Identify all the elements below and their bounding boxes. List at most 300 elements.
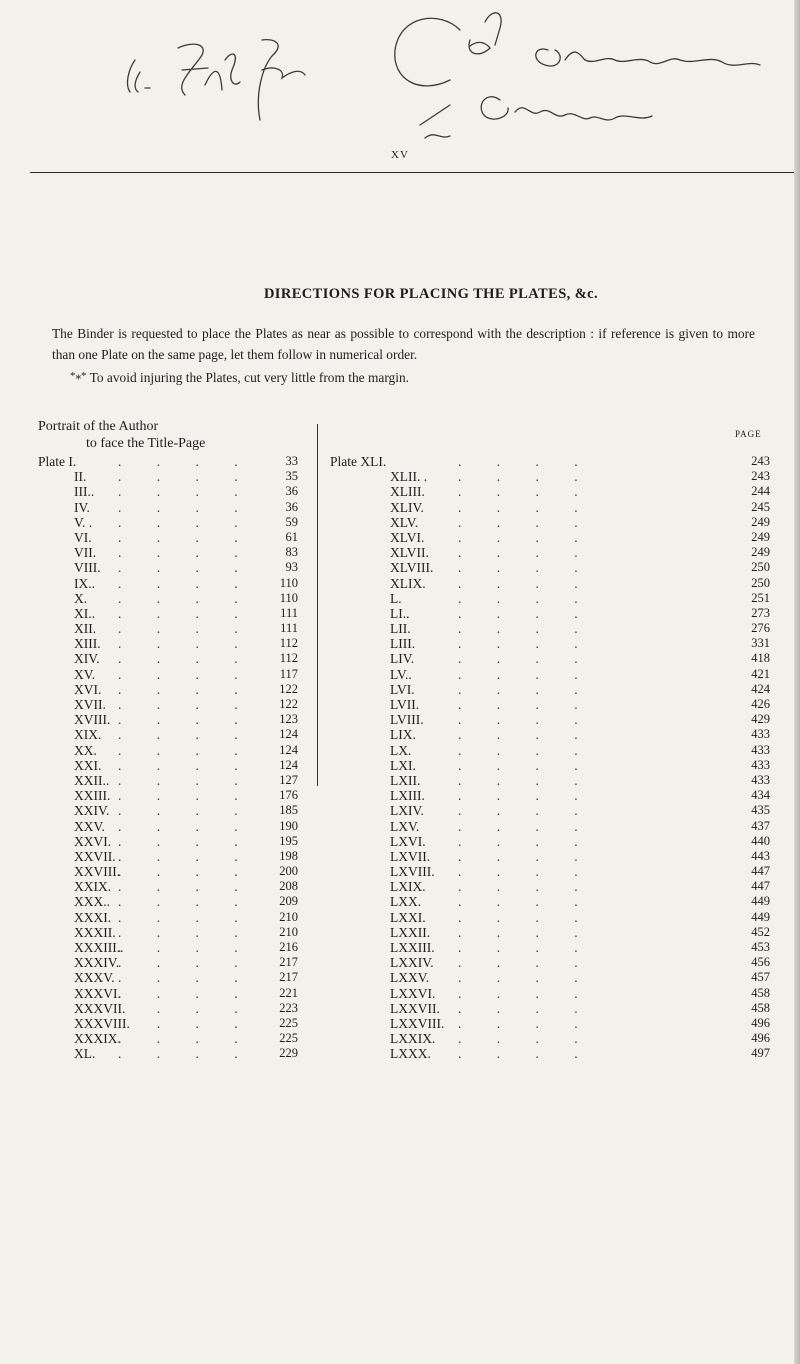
plate-page: 111 (280, 605, 298, 620)
plate-label: XXXVIII. (74, 1015, 130, 1031)
plate-row (330, 834, 770, 849)
plate-page: 190 (279, 818, 298, 833)
plate-page: 216 (279, 940, 298, 954)
plate-label: LXXIV. (390, 955, 434, 971)
plate-label: LXXII. (390, 924, 431, 940)
plate-row (330, 515, 770, 530)
leader-dots: . . . . (458, 803, 594, 819)
plate-row (38, 849, 298, 864)
leader-dots: . . . . (118, 894, 254, 910)
plate-page: 433 (751, 757, 770, 772)
leader-dots: . . . . (118, 940, 254, 955)
leader-dots: . . . . (458, 1000, 594, 1016)
leader-dots: . . . . (118, 803, 254, 819)
plate-page: 93 (285, 560, 298, 575)
plate-row (38, 712, 298, 727)
plate-row (38, 636, 298, 651)
leader-dots: . . . . (118, 529, 254, 545)
plate-label: XXXVI. (74, 985, 121, 1001)
plate-row (38, 621, 298, 636)
plate-row (38, 454, 298, 469)
leader-dots: . . . . (118, 1046, 254, 1062)
leader-dots: . . . . (118, 636, 254, 652)
handwritten-inscription (0, 0, 800, 150)
plate-page: 83 (285, 545, 298, 560)
plate-row (330, 894, 770, 909)
plate-page: 223 (279, 1000, 298, 1015)
leader-dots: . . . . (118, 499, 254, 515)
plate-label: LXVI. (390, 833, 426, 849)
plate-page: 457 (751, 970, 770, 985)
plate-page: 33 (285, 454, 298, 468)
leader-dots: . . . . (118, 560, 254, 576)
plate-row (38, 940, 298, 955)
plate-label: LXIII. (390, 788, 425, 804)
plate-page: 452 (751, 924, 770, 939)
leader-dots: . . . . (458, 1031, 594, 1047)
plate-label: XL. (74, 1046, 96, 1062)
plate-page: 276 (751, 621, 770, 636)
plate-page: 433 (751, 742, 770, 757)
leader-dots: . . . . (458, 818, 594, 834)
leader-dots: . . . . (458, 651, 594, 667)
plate-row (330, 879, 770, 894)
plate-label: XIII. (74, 636, 101, 652)
leader-dots: . . . . (458, 864, 594, 880)
plate-page: 426 (751, 697, 770, 711)
plate-label: XLV. (390, 514, 419, 530)
plate-page: 36 (285, 484, 298, 499)
plate-page: 429 (751, 712, 770, 727)
plate-label: XIV. (74, 651, 100, 667)
portrait-line: Portrait of the Author (38, 419, 159, 434)
plate-label: XXVIII. (74, 864, 121, 880)
plate-label: XXIV. (74, 803, 110, 819)
plate-label: LXI. (390, 757, 416, 773)
plate-page: 331 (751, 636, 770, 651)
plate-label: LXII. (390, 772, 421, 788)
plate-label: LXXVIII. (390, 1015, 445, 1031)
plate-label: LXXX. (390, 1046, 431, 1062)
plate-row (38, 530, 298, 545)
page-number: XV (391, 149, 409, 161)
plate-label: X. (74, 590, 88, 606)
leader-dots: . . . . (458, 621, 594, 637)
plate-row (330, 712, 770, 727)
leader-dots: . . . . (118, 955, 254, 971)
plate-page: 418 (751, 651, 770, 666)
plate-page: 217 (279, 970, 298, 985)
plate-row (330, 970, 770, 985)
plate-page: 124 (279, 757, 298, 772)
header-rule (30, 172, 800, 173)
plate-label: XV. (74, 666, 96, 682)
leader-dots: . . . . (458, 940, 594, 955)
plate-row (38, 682, 298, 697)
plate-label: XLVI. (390, 529, 425, 545)
plate-label: L. (390, 590, 402, 606)
plate-row (38, 1031, 298, 1046)
plate-label: XXXII. (74, 924, 116, 940)
plate-label: LII. (390, 621, 411, 637)
plate-label: XXIX. (74, 879, 112, 895)
leader-dots: . . . . (458, 666, 594, 682)
plate-label: LV.. (390, 666, 412, 682)
plate-page: 209 (279, 894, 298, 909)
plate-page: 449 (751, 894, 770, 909)
plate-row (330, 500, 770, 515)
leader-dots: . . . . (118, 454, 254, 469)
plate-row (330, 773, 770, 788)
leader-dots: . . . . (118, 681, 254, 697)
plate-page: 443 (751, 848, 770, 863)
plate-page: 195 (279, 833, 298, 848)
plate-row (330, 864, 770, 879)
plate-label: LXIX. (390, 879, 426, 895)
plate-label: III.. (74, 484, 95, 500)
leader-dots: . . . . (118, 469, 254, 485)
plate-row (330, 545, 770, 560)
leader-dots: . . . . (118, 818, 254, 834)
plate-label: LXXIX. (390, 1031, 436, 1047)
plate-row (330, 925, 770, 940)
plate-row (38, 758, 298, 773)
plate-label: XI.. (74, 605, 95, 621)
plate-label: LXIV. (390, 803, 424, 819)
plate-page: 185 (279, 803, 298, 818)
plate-page: 496 (751, 1015, 770, 1030)
plate-page: 208 (279, 879, 298, 894)
plate-label: XLVII. (390, 545, 429, 561)
leader-dots: . . . . (118, 484, 254, 500)
plate-row (38, 803, 298, 818)
plate-row (38, 560, 298, 575)
plate-page: 244 (751, 484, 770, 499)
plate-row (330, 849, 770, 864)
leader-dots: . . . . (118, 757, 254, 773)
plate-page: 124 (279, 742, 298, 757)
leader-dots: . . . . (458, 742, 594, 758)
plate-page: 449 (751, 909, 770, 924)
plate-label: LIX. (390, 727, 416, 743)
plate-row (38, 651, 298, 666)
plate-row (38, 667, 298, 682)
plate-page: 249 (751, 514, 770, 529)
plate-page: 35 (285, 469, 298, 484)
plate-page: 435 (751, 803, 770, 818)
plate-row (330, 560, 770, 575)
plate-page: 210 (279, 924, 298, 939)
plate-label: LX. (390, 742, 412, 758)
plate-row (330, 530, 770, 545)
leader-dots: . . . . (458, 894, 594, 910)
plate-label: XXXIX. (74, 1031, 121, 1047)
plates-left-column (38, 454, 298, 1062)
leader-dots: . . . . (118, 697, 254, 712)
plate-row (38, 773, 298, 788)
plate-row (330, 758, 770, 773)
plate-label: XVII. (74, 697, 106, 712)
plate-label: II. (74, 469, 87, 485)
plate-row (38, 545, 298, 560)
plate-row (330, 484, 770, 499)
plate-row (330, 819, 770, 834)
plate-page: 176 (279, 788, 298, 803)
plate-row (38, 515, 298, 530)
plate-label: LIII. (390, 636, 416, 652)
leader-dots: . . . . (118, 1000, 254, 1016)
plate-row (330, 454, 770, 469)
plate-label: XXXIII.. (74, 940, 124, 955)
plate-label: XXVI. (74, 833, 112, 849)
plate-label: XXI. (74, 757, 102, 773)
plate-label: LIV. (390, 651, 415, 667)
leader-dots: . . . . (458, 727, 594, 743)
leader-dots: . . . . (458, 848, 594, 864)
plate-row (330, 469, 770, 484)
plate-row (38, 469, 298, 484)
plate-row (38, 727, 298, 742)
plate-page: 458 (751, 985, 770, 1000)
leader-dots: . . . . (458, 788, 594, 804)
plate-row (330, 803, 770, 818)
plate-row (38, 970, 298, 985)
plate-page: 453 (751, 940, 770, 954)
plate-label: VIII. (74, 560, 101, 576)
plate-label: XXXI. (74, 909, 112, 925)
plate-page: 122 (279, 697, 298, 711)
plate-page: 245 (751, 499, 770, 514)
plate-page: 243 (751, 454, 770, 468)
leader-dots: . . . . (458, 514, 594, 530)
plate-row (330, 986, 770, 1001)
plate-label: VI. (74, 529, 92, 545)
plate-label: LVI. (390, 681, 415, 697)
leader-dots: . . . . (118, 879, 254, 895)
plate-row (330, 788, 770, 803)
leader-dots: . . . . (118, 712, 254, 728)
leader-dots: . . . . (458, 985, 594, 1001)
plate-label: XXVII. (74, 848, 116, 864)
plate-row (38, 500, 298, 515)
plate-label: IX.. (74, 575, 95, 591)
plate-label: VII. (74, 545, 97, 561)
leader-dots: . . . . (458, 833, 594, 849)
leader-dots: . . . . (118, 727, 254, 743)
leader-dots: . . . . (118, 848, 254, 864)
plate-page: 243 (751, 469, 770, 484)
leader-dots: . . . . (458, 545, 594, 561)
plate-row (38, 879, 298, 894)
plate-label: LXVII. (390, 848, 431, 864)
plate-page: 440 (751, 833, 770, 848)
note-text: To avoid injuring the Plates, cut very little from the margin. (89, 370, 409, 385)
plate-page: 225 (279, 1031, 298, 1046)
plate-page: 127 (279, 772, 298, 787)
plate-row (330, 940, 770, 955)
plate-row (38, 864, 298, 879)
column-divider (317, 424, 318, 786)
plate-label: XLIX. (390, 575, 426, 591)
plate-row (330, 1046, 770, 1061)
leader-dots: . . . . (458, 560, 594, 576)
plate-page: 497 (751, 1046, 770, 1061)
plate-row (330, 727, 770, 742)
plate-page: 434 (751, 788, 770, 803)
plate-row (38, 591, 298, 606)
plate-row (38, 788, 298, 803)
plate-label: XXXIV. (74, 955, 120, 971)
plate-row (330, 1001, 770, 1016)
leader-dots: . . . . (118, 970, 254, 986)
plate-page: 447 (751, 879, 770, 894)
plate-page: 424 (751, 681, 770, 696)
plate-label: LXXI. (390, 909, 426, 925)
plate-label: XVI. (74, 681, 102, 697)
plate-page: 112 (279, 636, 298, 651)
leader-dots: . . . . (118, 590, 254, 606)
plate-label: LVII. (390, 697, 420, 712)
plate-row (38, 576, 298, 591)
leader-dots: . . . . (458, 879, 594, 895)
leader-dots: . . . . (118, 985, 254, 1001)
plate-label: LXV. (390, 818, 420, 834)
leader-dots: . . . . (118, 605, 254, 621)
leader-dots: . . . . (118, 772, 254, 788)
plate-label: XLIII. (390, 484, 425, 500)
plate-row (38, 819, 298, 834)
plate-label: XXXV. (74, 970, 115, 986)
plate-page: 122 (279, 681, 298, 696)
plate-row (38, 484, 298, 499)
plate-row (330, 743, 770, 758)
plate-label: LXXVI. (390, 985, 436, 1001)
plate-page: 249 (751, 545, 770, 560)
leader-dots: . . . . (118, 1015, 254, 1031)
plate-row (38, 606, 298, 621)
instructions-paragraph: The Binder is requested to place the Plates as near as possible to correspond with the description : if reference is given to more than one Plate on the same page, let them follow in numerical order. (52, 326, 755, 362)
leader-dots: . . . . (458, 1046, 594, 1062)
leader-dots: . . . . (118, 514, 254, 530)
leader-dots: . . . . (118, 864, 254, 880)
leader-dots: . . . . (118, 651, 254, 667)
leader-dots: . . . . (118, 833, 254, 849)
plate-row (330, 606, 770, 621)
plate-label: LXXIII. (390, 940, 435, 955)
plate-page: 433 (751, 772, 770, 787)
plate-row (38, 697, 298, 712)
leader-dots: . . . . (458, 590, 594, 606)
plate-label: XLII. . (390, 469, 428, 485)
plate-row (330, 1031, 770, 1046)
plate-page: 124 (279, 727, 298, 742)
plate-page: 249 (751, 529, 770, 544)
leader-dots: . . . . (458, 955, 594, 971)
plate-row (38, 743, 298, 758)
leader-dots: . . . . (458, 529, 594, 545)
leader-dots: . . . . (458, 1015, 594, 1031)
plate-page: 36 (285, 499, 298, 514)
plate-label: LXX. (390, 894, 422, 910)
plate-label: Plate I. (38, 454, 77, 469)
plate-label: XLIV. (390, 499, 424, 515)
margin-note (60, 370, 780, 386)
leader-dots: . . . . (458, 712, 594, 728)
plate-page: 110 (279, 590, 298, 605)
plates-right-column (330, 454, 770, 1062)
plate-label: XXXVII. (74, 1000, 126, 1016)
plate-label: XLVIII. (390, 560, 434, 576)
plate-label: XII. (74, 621, 97, 637)
plate-row (38, 834, 298, 849)
plate-page: 198 (279, 848, 298, 863)
plate-page: 433 (751, 727, 770, 742)
plate-row (330, 636, 770, 651)
leader-dots: . . . . (458, 772, 594, 788)
plate-row (38, 1016, 298, 1031)
plate-label: IV. (74, 499, 90, 515)
leader-dots: . . . . (458, 697, 594, 712)
plate-page: 59 (285, 514, 298, 529)
plate-row (330, 682, 770, 697)
plate-row (38, 925, 298, 940)
plate-row (38, 1001, 298, 1016)
leader-dots: . . . . (458, 469, 594, 485)
leader-dots: . . . . (458, 681, 594, 697)
leader-dots: . . . . (458, 924, 594, 940)
leader-dots: . . . . (118, 575, 254, 591)
leader-dots: . . . . (118, 545, 254, 561)
plate-page: 61 (285, 529, 298, 544)
plate-row (330, 591, 770, 606)
leader-dots: . . . . (118, 1031, 254, 1047)
leader-dots: . . . . (118, 742, 254, 758)
plate-label: XIX. (74, 727, 102, 743)
plate-page: 229 (279, 1046, 298, 1061)
page-edge (794, 0, 800, 1364)
leader-dots: . . . . (118, 909, 254, 925)
leader-dots: . . . . (118, 788, 254, 804)
plate-label: LI.. (390, 605, 410, 621)
plate-page: 117 (279, 666, 298, 681)
page-title: DIRECTIONS FOR PLACING THE PLATES, &c. (263, 286, 599, 302)
leader-dots: . . . . (458, 636, 594, 652)
plate-row (38, 955, 298, 970)
plate-label: LVIII. (390, 712, 424, 728)
leader-dots: . . . . (458, 499, 594, 515)
plate-page: 225 (279, 1015, 298, 1030)
plate-row (330, 576, 770, 591)
plate-page: 112 (279, 651, 298, 666)
leader-dots: . . . . (118, 924, 254, 940)
plate-page: 456 (751, 955, 770, 970)
plate-row (38, 910, 298, 925)
plate-row (330, 621, 770, 636)
plate-page: 123 (279, 712, 298, 727)
plate-page: 437 (751, 818, 770, 833)
leader-dots: . . . . (458, 484, 594, 500)
plate-page: 251 (751, 590, 770, 605)
plate-label: Plate XLI. (330, 454, 387, 469)
plate-row (38, 986, 298, 1001)
plate-label: XX. (74, 742, 97, 758)
leader-dots: . . . . (118, 621, 254, 637)
plate-row (330, 1016, 770, 1031)
plate-page: 200 (279, 864, 298, 879)
plate-page: 421 (751, 666, 770, 681)
plate-page: 458 (751, 1000, 770, 1015)
plate-label: LXVIII. (390, 864, 435, 880)
